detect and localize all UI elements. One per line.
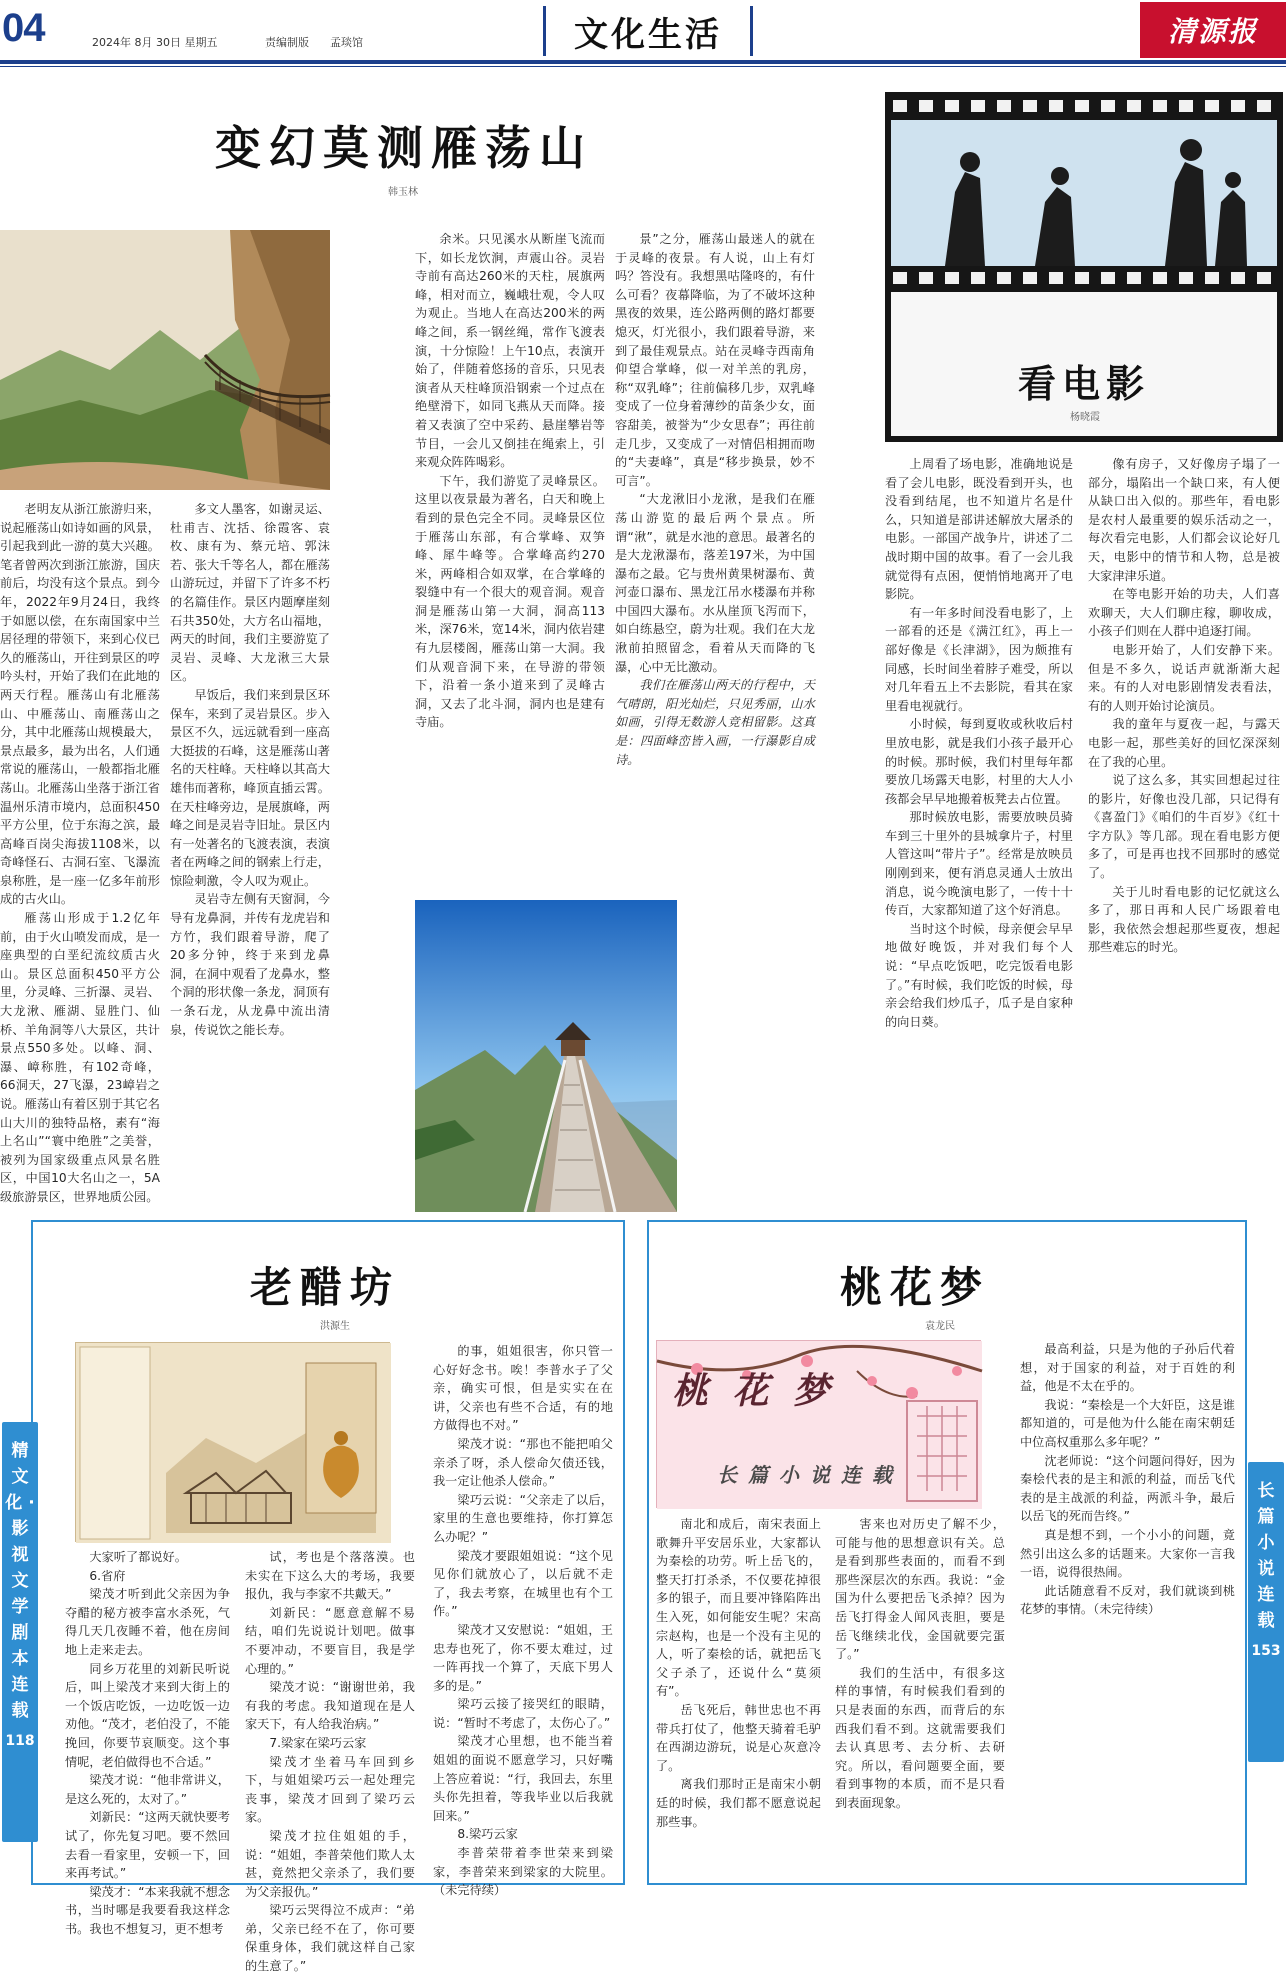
article2-column-2 [1088, 455, 1280, 1200]
section-title: 文化生活 [574, 14, 722, 55]
paragraph: 在等电影开始的功夫，人们喜欢聊天，大人们聊庄稼，聊收成，小孩子们则在人群中追逐打闹。 [1088, 587, 1280, 639]
paragraph: 南北和成后，南宋表面上歌舞升平安居乐业，大家都认为秦桧的功劳。听上岳飞的，整天打打杀杀，不仅要花掉很多的银子，而且要冲锋陷阵出生入死，如何能安生呢？宋高宗赵构，也是一个没有主见的人，听了秦桧的话，就把岳飞父子杀了，还说什么“莫须有”。 [656, 1517, 821, 1699]
paragraph: 梁巧云接了接哭红的眼睛，说：“暂时不考虑了，太伤心了。” [433, 1697, 613, 1730]
paragraph: 我们的生活中，有很多这样的事情，有时候我们看到的只是表面的东西，而背后的东西我们看不到。这就需要我们去认真思考、去分析、去研究。所以，看问题要全面，要看到事物的本质，而不是只看到表面现象。 [835, 1665, 1005, 1810]
paragraph: 岳飞死后，韩世忠也不再带兵打仗了，他整天骑着毛驴在西湖边游玩，说是心灰意冷了。 [656, 1702, 821, 1773]
cover-subtitle: 长 篇 小 说 连 载 [717, 1463, 894, 1487]
paragraph: 灵岩寺左侧有天窗洞，今导有龙鼻洞，并传有龙虎岩和方竹，我们跟着导游，爬了20多分钟，终于来到龙鼻洞，在洞中观看了龙鼻水，整个洞的形状像一条龙，洞顶有一条石龙，从龙鼻中流出清泉，传说饮之能长寿。 [170, 892, 330, 1037]
article-title: 桃花梦 [840, 1263, 991, 1312]
header-rule [0, 60, 1286, 64]
paragraph: 有一年多时间没看电影了，上一部看的还是《满江红》，再上一部好像是《长津湖》，因为颇推有同感，长时间坐着脖子难受，所以对几年看五上不去影院，看其在家里看电视就行。 [885, 605, 1073, 713]
side-tab-label: 长 篇 小 说 连 载 [1257, 1481, 1275, 1631]
article4-column-2 [835, 1515, 1005, 1880]
paragraph: 多文人墨客，如谢灵运、杜甫吉、沈括、徐霞客、袁枚、康有为、蔡元培、郭沫若、张大千等名人，都在雁荡山游玩过，并留下了许多不朽的名篇佳作。景区内题摩崖刻石共350处，大方名山福地，两天的时间，我们主要游览了灵岩、灵峰、大龙湫三大景区。 [170, 502, 330, 684]
paragraph: 关于儿时看电影的记忆就这么多了，那日再和人民广场跟着电影，我依然会想起那些夏夜，想起那些难忘的时光。 [1088, 884, 1280, 955]
editor-credit: 责编制版 [265, 36, 309, 49]
paragraph: 老明友从浙江旅游归来，说起雁荡山如诗如画的风景，引起我到此一游的莫大兴趣。笔者曾两次到浙江旅游，国庆前后，均没有这个景点。到今年，2022年9月24日，我终于如愿以偿，在东南国家中兰居径理的带领下，来到心仪已久的雁荡山，开往到景区的哼吟头村，开始了我们在此地的两天行程。雁荡山有北雁荡山、中雁荡山、南雁荡山之分，其中北雁荡山规模最大，景点最多，最为出名，人们通常说的雁荡山，一般都指北雁荡山。北雁荡山坐落于浙江省温州乐清市境内，总面积450平方公里，位于东海之滨，最高峰百岗尖海拔1108米，以奇峰怪石、古洞石室、飞瀑流泉称胜，是一座一亿多年前形成的古火山。 [0, 502, 160, 907]
article-title: 变幻莫测雁荡山 [215, 121, 593, 175]
scene-heading: 6.省府 [89, 1568, 126, 1583]
paragraph: 害来也对历史了解不少，可能与他的思想意识有关。总是看到那些表面的，而看不到那些深层次的东西。我说：“金国为什么要把岳飞杀掉？因为岳飞打得金人闻风丧胆，要是岳飞继续北伐，金国就要完蛋了。” [835, 1517, 1005, 1662]
paragraph: 上周看了场电影，准确地说是看了会儿电影，既没看到开头，也没看到结尾，也不知道片名是什么，只知道是部讲述解放大屠杀的电影。一部国产战争片，讲述了二战时期中国的故事。看了一会儿我就觉得有点困，便悄悄地离开了电影院。 [885, 457, 1073, 602]
peach-blossom-cover [656, 1340, 981, 1508]
paragraph: 同乡万花里的刘新民听说后，叫上梁茂才来到大街上的一个饭店吃饭，一边吃饭一边劝他。“茂才，老伯没了，不能挽回，你要节哀顺变。这个事情呢，老伯做得也不合适。” [65, 1661, 230, 1769]
article1-column-2 [170, 500, 330, 1185]
book-cover-illustration [76, 1343, 391, 1543]
closing-verse: 我们在雁荡山两天的行程中，天气晴朗，阳光灿烂，只见秀丽，山水如画，引得无数游人竞相留影。这真是：四面峰峦皆入画，一行瀑影自成诗。 [615, 678, 815, 767]
paragraph: 真是想不到，一个小小的问题，竟然引出这么多的话题来。大家你一言我一语，说得很热闹。 [1020, 1527, 1235, 1580]
header-rule-thin [0, 66, 1286, 67]
paragraph: 梁茂才说：“他非常讲义，是这么死的，太对了。” [65, 1773, 230, 1806]
paragraph: 大家听了都说好。 [89, 1550, 187, 1564]
paragraph: 最高利益，只是为他的子孙后代着想，对于国家的利益，对于百姓的利益，他是不太在乎的。 [1020, 1342, 1235, 1394]
article4-column-1 [656, 1515, 821, 1880]
paragraph: 梁茂才要跟姐姐说：“这个见见你们就放心了，以后就不走了，我去考察，在城里也有个工作。” [433, 1548, 613, 1619]
paragraph: 我说：“秦桧是一个大奸臣，这是谁都知道的，可是他为什么能在南宋朝廷中位高权重那么多年呢？” [1020, 1397, 1235, 1449]
pavilion-stairs-photo [415, 900, 677, 1212]
paragraph: 小时候，每到夏收或秋收后村里放电影，就是我们小孩子最开心的时候。那时候，我们村里每年都要放几场露天电影，村里的大人小孩都会早早地搬着板凳去占位置。 [885, 717, 1073, 806]
article-byline: 袁龙民 [925, 1321, 955, 1332]
paragraph: 梁茂才拉住姐姐的手，说：“姐姐，李普荣他们欺人太甚，竟然把父亲杀了，我们要为父亲报仇。” [245, 1828, 415, 1899]
article-title: 老醋坊 [250, 1263, 401, 1312]
article2-column-1 [885, 455, 1073, 1200]
serial-number: 118 [5, 1733, 35, 1749]
paragraph: 李普荣带着李世荣来到梁家，李普荣来到梁家的大院里。（未完待续） [433, 1846, 613, 1898]
paragraph: “大龙湫旧小龙湫，是我们在雁荡山游览的最后两个景点。所谓“湫”，就是水池的意思。最著名的是大龙湫瀑布，落差197米，为中国瀑布之最。它与贵州黄果树瀑布、黄河壶口瀑布、黑龙江吊水楼瀑布并称中国四大瀑布。水从崖顶飞泻而下，如白练悬空，蔚为壮观。我们在大龙湫前拍照留念，看着从天而降的飞瀑，心中无比激动。 [615, 492, 815, 674]
scene-heading: 7.梁家在梁巧云家 [269, 1735, 367, 1750]
cliff-bridge-photo [0, 230, 330, 490]
paragraph: 梁巧云哭得泣不成声：“弟弟，父亲已经不在了，你可要保重身体，我们就这样自己家的生意了。” [245, 1903, 415, 1974]
newspaper-logo: 清源报 [1140, 2, 1286, 58]
paragraph: 梁巧云说：“父亲走了以后，家里的生意也要维持，你打算怎么办呢？” [433, 1492, 613, 1544]
paragraph: 梁茂才说：“那也不能把咱父亲杀了呀，杀人偿命欠债还钱，我一定让他杀人偿命。” [433, 1436, 613, 1489]
paragraph: 电影开始了，人们安静下来。但是不多久，说话声就渐渐大起来。有的人对电影剧情发表看法，有的人则开始讨论演员。 [1088, 642, 1280, 713]
cliff-bridge-illustration [0, 230, 330, 490]
paragraph: 梁茂才：“本来我就不想念书，当时哪是我要看我这样念书。我也不想复习，更不想考 [65, 1884, 230, 1936]
paragraph: 梁茂才坐着马车回到乡下，与姐姐梁巧云一起处理完丧事，梁茂才回到了梁巧云家。 [245, 1754, 415, 1825]
paragraph: 梁茂才心里想，也不能当着姐姐的面说不愿意学习，只好嘴上答应着说：“行，我回去，东里头你先担着，等我毕业以后我就回来。” [433, 1734, 613, 1823]
serial-side-tab [2, 1422, 38, 1842]
paragraph: 刘新民：“愿意意解不易结，咱们先说说计划吧。做事不要冲动，不要盲目，我是学心理的。” [245, 1605, 415, 1676]
paragraph: 景”之分，雁荡山最迷人的就在于灵峰的夜景。有人说，山上有灯吗？答没有。我想黑咕隆咚的，有什么可看？夜幕降临，为了不破坏这种黑夜的效果，连公路两侧的路灯都要熄灭，灯光很小，我们跟着导游，来到了最佳观景点。站在灵峰寺西南角仰望合掌峰，似一对羊羔的乳房，称“双乳峰”；往前偏移几步，双乳峰变成了一位身着薄纱的苗条少女，面容甜美，被誉为“少女思春”；再往前走几步，又变成了一对情侣相拥而吻的“夫妻峰”，真是“移步换景，妙不可言”。 [615, 232, 815, 488]
paragraph: 试，考也是个落落漠。也未实在下这么大的考场，我要报仇，我与李家不共戴天。” [245, 1550, 415, 1602]
pavilion-stairs-illustration [415, 900, 677, 1212]
article-title: 看电影 [1018, 362, 1151, 406]
side-tab-label: 精 文 化 · 影 视 文 学 剧 本 连 载 [5, 1441, 35, 1721]
serial-number: 153 [1251, 1643, 1281, 1659]
paragraph: 此话随意看不反对，我们就谈到桃花梦的事情。（未完待续） [1020, 1583, 1235, 1617]
article1-column-3 [415, 230, 605, 890]
article1-column-1 [0, 500, 160, 1204]
section-title-box [543, 6, 753, 56]
paragraph: 雁荡山形成于1.2亿年前，由于火山喷发而成，是一座典型的白垩纪流纹质古火山。景区总面积450平方公里，分灵峰、三折瀑、灵岩、大龙湫、雁湖、显胜门、仙桥、羊角洞等八大景区，共计景点550多处。以峰、洞、瀑、嶂称胜，有102奇峰，66洞天，27飞瀑，23嶂岩之说。雁荡山有着区别于其它名山大川的独特品格，素有“海上名山”“寰中绝胜”之美誉，被列为国家级重点风景名胜区，中国10大名山之一，5A级旅游景区，世界地质公园。 [0, 911, 160, 1204]
paragraph: 说了这么多，其实回想起过往的影片，好像也没几部，只记得有《喜盈门》《咱们的牛百岁》《红十字方队》等几部。现在看电影方便多了，可是再也找不回那时的感觉了。 [1088, 773, 1280, 881]
publish-date: 2024年 8月 30日 星期五 [92, 36, 218, 49]
paragraph: 沈老师说：“这个问题问得好，因为秦桧代表的是主和派的利益，而岳飞代表的是主战派的利益，两派斗争，最后以岳飞的死而告终。” [1020, 1453, 1235, 1524]
paragraph: 的事，姐姐很害，你只管一心好好念书。唉！李普水子了父亲，确实可恨，但是实实在在讲，父亲也有些不合适，有的地方做得也不对。” [433, 1344, 613, 1433]
article-byline: 杨晓霞 [1070, 412, 1100, 423]
serial-side-tab [1248, 1462, 1284, 1762]
paragraph: 下午，我们游览了灵峰景区。这里以夜景最为著名，白天和晚上看到的景色完全不同。灵峰景区位于雁荡山东部，有合掌峰、双笋峰、犀牛峰等。合掌峰高约270米，两峰相合如双掌，在合掌峰的裂缝中有一个很大的观音洞。观音洞是雁荡山第一大洞，洞高113米，深76米，宽14米，洞内依岩建有九层楼阁，雁荡山第一大洞。我们从观音洞下来，在导游的带领下，沿着一条小道来到了灵峰古洞，又去了北斗洞，洞内也是建有寺庙。 [415, 473, 605, 730]
paragraph: 梁茂才听到此父亲因为争夺醋的秘方被李富水杀死，气得几天几夜睡不着，他在房间地上走来走去。 [65, 1587, 230, 1657]
article-byline: 洪源生 [320, 1321, 350, 1332]
article3-column-1 [65, 1548, 230, 1936]
book-cover-image [75, 1342, 390, 1542]
scene-heading: 8.梁巧云家 [457, 1827, 518, 1842]
paragraph: 梁茂才又安慰说：“姐姐，王忠寿也死了，你不要太难过，过一阵再找一个算了，天底下男人多的是。” [433, 1622, 613, 1693]
page-number: 04 [2, 6, 45, 50]
article1-column-4 [615, 230, 815, 880]
paragraph: 那时候放电影，需要放映员骑车到三十里外的县城拿片子，村里人管这叫“带片子”。经常是放映员刚刚到来，便有消息灵通人士放出消息，说今晚演电影了，一传十十传百，大家都知道了这个好消息。 [885, 810, 1073, 918]
paragraph: 梁茂才说：“谢谢世弟，我有我的考虑。我知道现在是人家天下，有人给我治病。” [245, 1680, 415, 1732]
paragraph: 我的童年与夏夜一起，与露天电影一起，那些美好的回忆深深刻在了我的心里。 [1088, 717, 1280, 769]
paragraph: 像有房子，又好像房子塌了一部分，塌陷出一个缺口来，有人便从缺口出入似的。那些年，看电影是农村人最重要的娱乐活动之一，每次看完电影，人们都会议论好几天，电影中的情节和人物，总是被大家津津乐道。 [1088, 457, 1280, 583]
article3-column-2 [245, 1548, 415, 1974]
page-header [0, 0, 1286, 62]
article4-column-3 [1020, 1340, 1235, 1880]
article-byline: 韩玉林 [388, 187, 418, 198]
paragraph: 当时这个时候，母亲便会早早地做好晚饭，并对我们每个人说：“早点吃饭吧，吃完饭看电影了。”有时候，我们吃饭的时候，母亲会给我们炒瓜子，瓜子是自家种的向日葵。 [885, 921, 1073, 1029]
paragraph: 离我们那时正是南宋小朝廷的时候，我们都不愿意说起那些事。 [656, 1777, 821, 1829]
cover-title: 桃 花 梦 [672, 1370, 836, 1412]
proofreader-credit: 孟琰馆 [330, 36, 363, 49]
paragraph: 早饭后，我们来到景区环保车，来到了灵岩景区。步入景区不久，远远就看到一座高大挺拔的石峰，这是雁荡山著名的天柱峰。天柱峰以其高大雄伟而著称，峰顶直插云霄。在天柱峰旁边，是展旗峰，两峰之间是灵岩寺旧址。景区内有一处著名的飞渡表演，表演者在两峰之间的钢索上行走，惊险刺激，令人叹为观止。 [170, 687, 330, 888]
paragraph: 余米。只见溪水从断崖飞流而下，如长龙饮涧，声震山谷。灵岩寺前有高达260米的天柱，展旗两峰，相对而立，巍峨壮观，令人叹为观止。当地人在高达200米的两峰之间，系一钢丝绳，常作飞渡表演，十分惊险！上午10点，表演开始了，伴随着悠扬的音乐，只见表演者从天柱峰顶沿钢索一个过点在绝壁滑下，如同飞燕从天而降。接着又表演了空中采药、悬崖攀岩等节目，一会儿又倒挂在绳索上，引来观众阵阵喝彩。 [415, 232, 605, 470]
article3-column-3 [433, 1342, 613, 1898]
paragraph: 刘新民：“这两天就快要考试了，你先复习吧。要不然回去看一看家里，安顿一下，回来再考试。” [65, 1810, 230, 1881]
